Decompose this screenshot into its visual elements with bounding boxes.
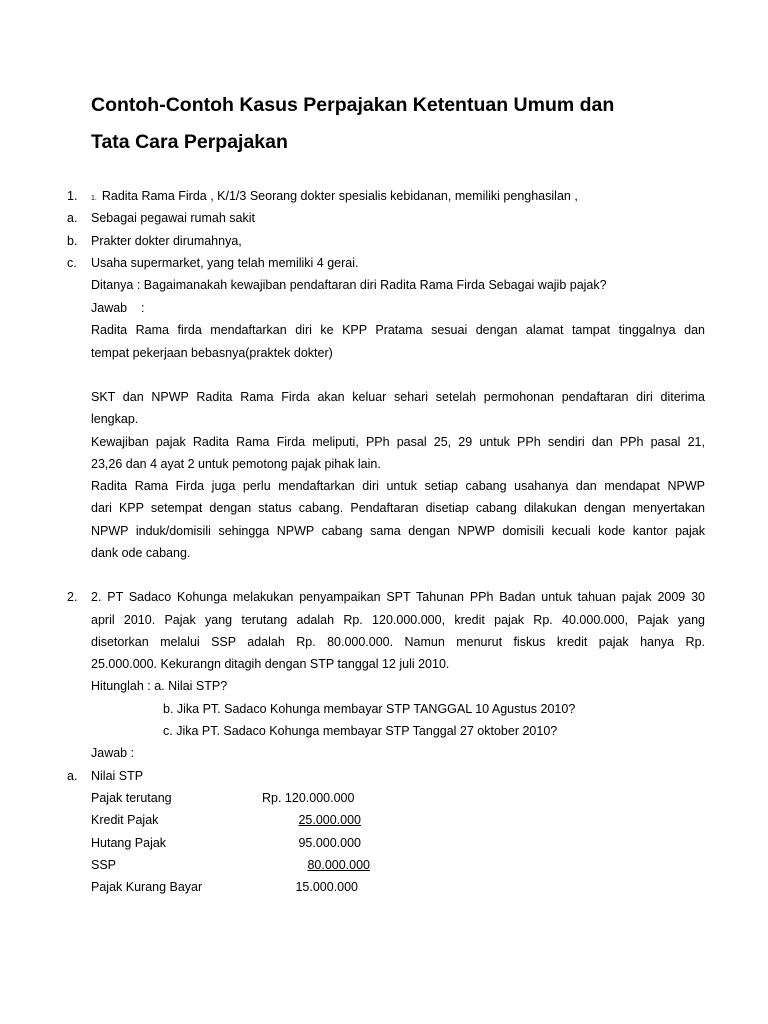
case-1-item-a-marker: a. <box>67 211 78 225</box>
calc-label-kredit-pajak: Kredit Pajak <box>91 813 159 827</box>
case-2-answer-label: Jawab : <box>91 746 135 760</box>
case-1-answer-line: tempat pekerjaan bebasnya(praktek dokter) <box>91 346 333 360</box>
case-1-answer-line: dank ode cabang. <box>91 546 191 560</box>
document-title-line-2: Tata Cara Perpajakan <box>91 131 288 153</box>
case-1-item-b-marker: b. <box>67 234 78 248</box>
calc-label-hutang-pajak: Hutang Pajak <box>91 836 167 850</box>
case-2-line: disetorkan melalui SSP adalah Rp. 80.000.000. Namun menurut fiskus kredit pajak hanya Rp. <box>91 635 705 649</box>
case-1-answer-line: dari KPP setempat dengan status cabang. Pendaftaran disetiap cabang dilakukan dengan menyertakan <box>91 501 705 515</box>
case-1-answer-line: NPWP induk/domisili sehingga NPWP cabang sama dengan NPWP domisili kecuali kode kantor pajak <box>91 524 705 538</box>
calc-label-pajak-terutang: Pajak terutang <box>91 791 172 805</box>
case-2-number: 2. <box>67 590 78 604</box>
case-1-sub-number: 1. <box>91 195 97 202</box>
calc-value-kredit-pajak: 25.000.000 <box>298 813 361 827</box>
case-2-line: 25.000.000. Kekurangn ditagih dengan STP tanggal 12 juli 2010. <box>91 657 450 671</box>
case-1-answer-line: Kewajiban pajak Radita Rama Firda meliputi, PPh pasal 25, 29 untuk PPh sendiri dan PPh pasal 21, <box>91 435 705 449</box>
calc-value-pajak-terutang: Rp. 120.000.000 <box>262 791 355 805</box>
case-1-item-a-text: Sebagai pegawai rumah sakit <box>91 211 255 225</box>
case-1-question: Ditanya : Bagaimanakah kewajiban pendaftaran diri Radita Rama Firda Sebagai wajib pajak? <box>91 278 607 292</box>
calc-value-pajak-kurang-bayar: 15.000.000 <box>295 880 358 894</box>
calc-value-ssp: 80.000.000 <box>307 858 370 872</box>
case-2-line: 2. PT Sadaco Kohunga melakukan penyampaikan SPT Tahunan PPh Badan untuk tahuan pajak 2009 30 <box>91 590 705 604</box>
case-2-part-a-title: Nilai STP <box>91 769 144 783</box>
case-1-answer-label: Jawab : <box>91 301 145 315</box>
calc-label-ssp: SSP <box>91 858 117 872</box>
calc-label-pajak-kurang-bayar: Pajak Kurang Bayar <box>91 880 203 894</box>
case-1-answer-line: Radita Rama firda mendaftarkan diri ke KPP Pratama sesuai dengan alamat tampat tinggalnya dan <box>91 323 705 337</box>
case-2-part-a-marker: a. <box>67 769 78 783</box>
case-2-question-b: b. Jika PT. Sadaco Kohunga membayar STP TANGGAL 10 Agustus 2010? <box>163 702 576 716</box>
case-1-item-c-text: Usaha supermarket, yang telah memiliki 4 gerai. <box>91 256 359 270</box>
case-1-answer-line: SKT dan NPWP Radita Rama Firda akan keluar sehari setelah permohonan pendaftaran diri diterima <box>91 390 705 404</box>
case-1-answer-line: lengkap. <box>91 412 139 426</box>
case-2-line: april 2010. Pajak yang terutang adalah Rp. 120.000.000, kredit pajak Rp. 40.000.000, Pajak yang <box>91 613 705 627</box>
case-2-question-c: c. Jika PT. Sadaco Kohunga membayar STP Tanggal 27 oktober 2010? <box>163 724 558 738</box>
case-1-answer-line: 23,26 dan 4 ayat 2 untuk pemotong pajak pihak lain. <box>91 457 381 471</box>
calc-value-hutang-pajak: 95.000.000 <box>298 836 361 850</box>
case-1-intro-line <box>91 189 578 206</box>
case-1-answer-line: Radita Rama Firda juga perlu mendaftarkan diri untuk setiap cabang usahanya dan mendapat NPWP <box>91 479 705 493</box>
case-1-number: 1. <box>67 189 78 203</box>
case-1-item-c-marker: c. <box>67 256 77 270</box>
document-title-line-1: Contoh-Contoh Kasus Perpajakan Ketentuan Umum dan <box>91 94 615 116</box>
case-1-intro: Radita Rama Firda , K/1/3 Seorang dokter spesialis kebidanan, memiliki penghasilan , <box>101 189 578 203</box>
case-1-item-b-text: Prakter dokter dirumahnya, <box>91 234 242 248</box>
case-2-question-a: Hitunglah : a. Nilai STP? <box>91 679 228 693</box>
